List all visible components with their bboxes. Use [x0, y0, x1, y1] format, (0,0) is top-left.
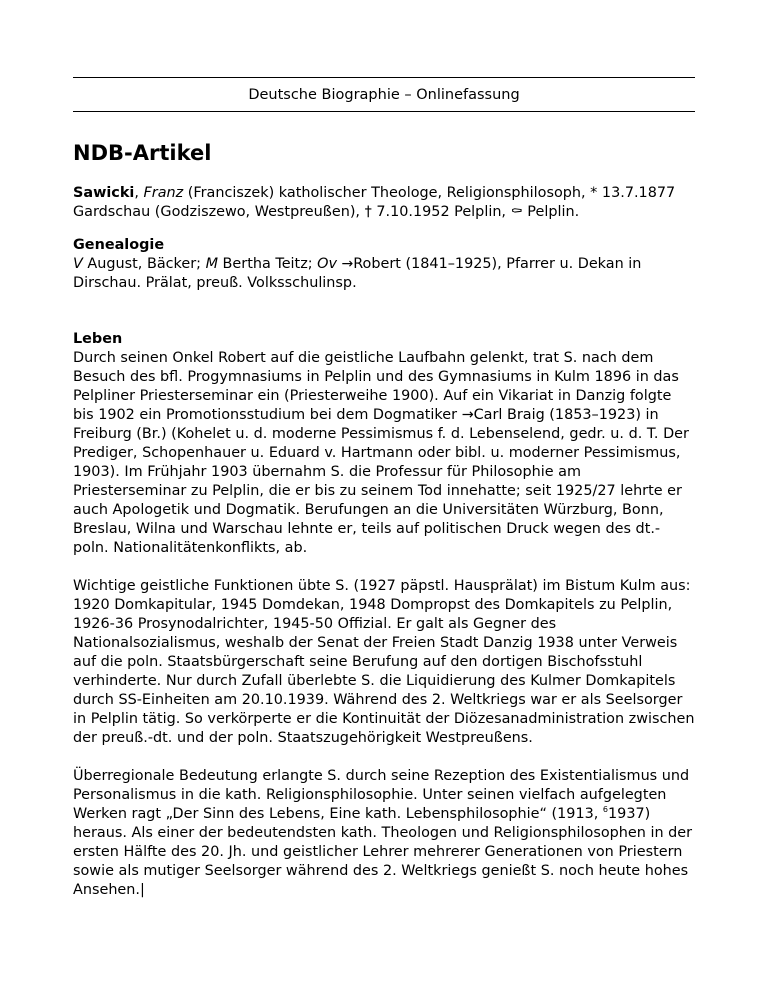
genealogie-v-abbr: V: [73, 256, 83, 272]
header-text: Deutsche Biographie – Onlinefassung: [248, 86, 520, 103]
document-header: [73, 77, 695, 112]
genealogie-heading: Genealogie: [73, 237, 165, 253]
leben-paragraph-1: Durch seinen Onkel Robert auf die geistliche Laufbahn gelenkt, trat S. nach dem Besuch des bfl. Progymnasiums in Pelplin und des Gymnasiums in Kulm 1896 in das Pelpliner Priesterseminar ein (Priesterweihe 1900). Auf ein Vikariat in Danzig folgte bis 1902 ein Promotionsstudium bei dem Dogmatiker →Carl Braig (1853–1923) in Freiburg (Br.) (Kohelet u. d. moderne Pessimismus f. d. Lebenselend, gedr. u. d. T. Der Prediger, Schopenhauer u. Eduard v. Hartmann oder bibl. u. moderner Pessimismus, 1903). Im Frühjahr 1903 übernahm S. die Professur für Philosophie am Priesterseminar zu Pelplin, die er bis zu seinem Tod innehatte; seit 1925/27 lehrte er auch Apologetik und Dogmatik. Berufungen an die Universitäten Würzburg, Bonn, Breslau, Wilna und Warschau lehnte er, teils auf politischen Druck wegen des dt.-poln. Nationalitätenkonflikts, ab.: [73, 350, 689, 556]
intro-description: (Franciszek) katholischer Theologe, Religionsphilosoph, * 13.7.1877 Gardschau (Godziszewo, Westpreußen), † 7.10.1952 Pelplin, ⚰ Pelplin.: [73, 185, 676, 220]
intro-comma: ,: [134, 185, 144, 201]
article-title: NDB-Artikel: [73, 141, 212, 165]
edition-superscript: 6: [602, 805, 609, 815]
leben-paragraph-3-part-b: 1937) heraus. Als einer der bedeutendsten kath. Theologen und Religionsphilosophen in der ersten Hälfte des 20. Jh. und geistlicher Lehrer mehrerer Generationen von Priestern sowie als mutiger Seelsorger während des 2. Weltkriegs genießt S. noch heute hohes Ansehen.|: [73, 806, 693, 898]
genealogie-m-abbr: M: [205, 256, 218, 272]
genealogie-section: [73, 236, 695, 293]
document-page: [73, 0, 695, 900]
leben-paragraph-3: [73, 767, 695, 900]
person-surname: Sawicki: [73, 185, 135, 201]
genealogie-ov-abbr: Ov: [317, 256, 338, 272]
genealogie-v-text: August, Bäcker;: [82, 256, 206, 272]
leben-section: [73, 330, 695, 900]
article-intro: [73, 184, 695, 222]
genealogie-ov-link[interactable]: Robert (1841–1925), Pfarrer u. Dekan in Dirschau. Prälat, preuß. Volksschulinsp.: [73, 256, 642, 291]
leben-paragraph-2: Wichtige geistliche Funktionen übte S. (1927 päpstl. Hausprälat) im Bistum Kulm aus: 1920 Domkapitular, 1945 Domdekan, 1948 Dompropst des Domkapitels zu Pelplin, 1926-36 Prosynodalrichter, 1945-50 Offizial. Er galt als Gegner des Nationalsozialismus, weshalb der Senat der Freien Stadt Danzig 1938 unter Verweis auf die poln. Staatsbürgerschaft seine Berufung auf den dortigen Bischofsstuhl verhinderte. Nur durch Zufall überlebte S. die Liquidierung des Kulmer Domkapitels durch SS-Einheiten am 20.10.1939. Während des 2. Weltkriegs war er als Seelsorger in Pelplin tätig. So verkörperte er die Kontinuität der Diözesanadministration zwischen der preuß.-dt. und der poln. Staatszugehörigkeit Westpreußens.: [73, 578, 695, 746]
cross-reference-arrow-icon: →: [337, 256, 354, 272]
genealogie-m-text: Bertha Teitz;: [217, 256, 318, 272]
genealogie-text: [73, 255, 695, 293]
person-firstname: Franz: [143, 185, 184, 201]
leben-paragraph-3-part-a: Überregionale Bedeutung erlangte S. durch seine Rezeption des Existentialismus und Personalismus in die kath. Religionsphilosophie. Unter seinen vielfach aufgelegten Werken ragt „Der Sinn des Lebens, Eine kath. Lebensphilosophie“ (1913,: [73, 768, 690, 822]
leben-heading: Leben: [73, 331, 123, 347]
